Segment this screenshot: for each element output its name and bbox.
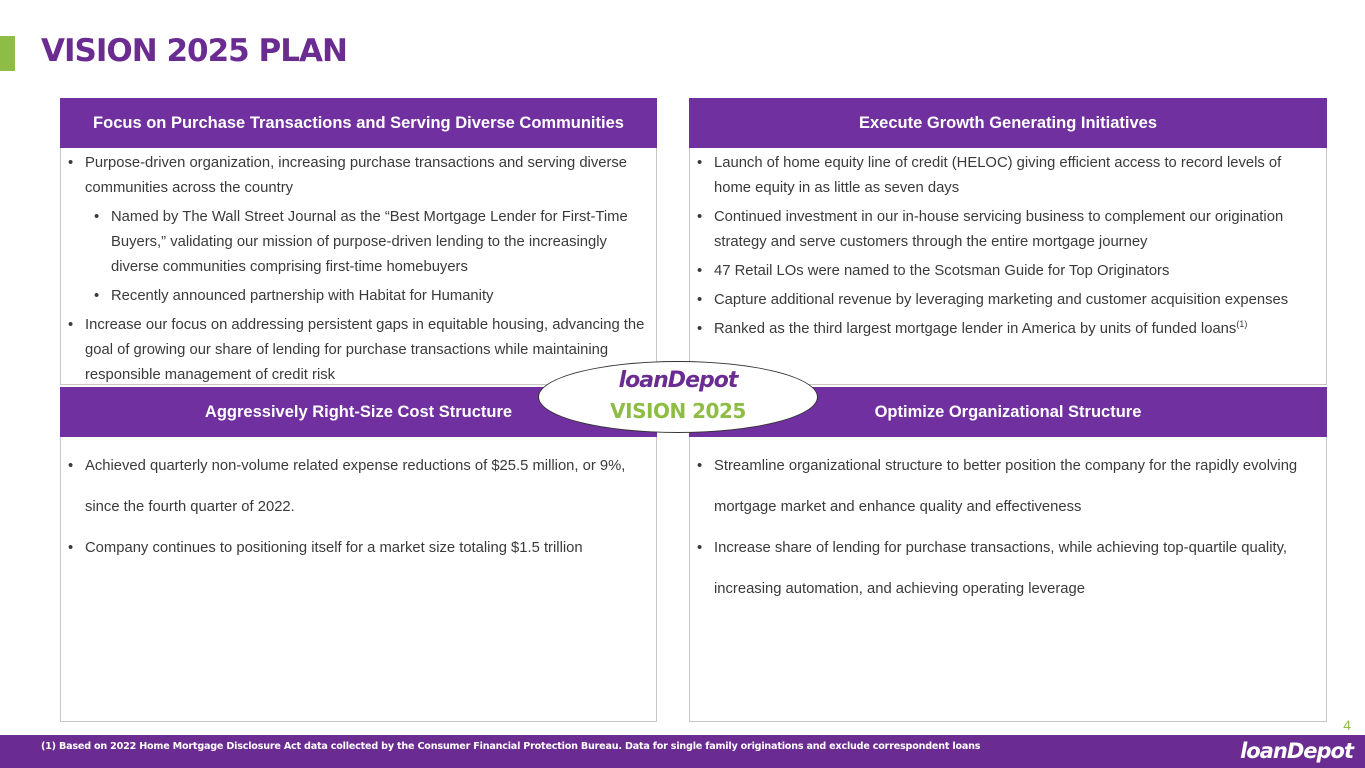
list-item-text: Ranked as the third largest mortgage lender in America by units of funded loans [714,321,1237,337]
list-item: • 47 Retail LOs were named to the Scotsman Guide for Top Originators [693,259,1320,284]
logo-text-right: epot [685,368,738,393]
list-item: • Increase our focus on addressing persistent gaps in equitable housing, advancing the goal of growing our share of lending for purchase transactions while maintaining responsible management of credit risk [64,313,650,384]
vision-2025-logo [538,361,818,433]
vision-2025-tagline: VISION 2025 [610,399,746,423]
logo-d-glyph: D [667,368,686,393]
list-item [693,317,1320,342]
panel-focus-purchase-list [64,151,650,384]
panel-focus-purchase [60,98,657,385]
panel-org-structure [689,387,1327,722]
logo-text-left: loan [618,368,668,393]
list-item: • Purpose-driven organization, increasing purchase transactions and serving diverse communities across the country [64,151,650,201]
list-item: • Capture additional revenue by leveraging marketing and customer acquisition expenses [693,288,1320,313]
panel-cost-structure-list [64,446,650,569]
panel-cost-structure [60,387,657,722]
list-item: • Continued investment in our in-house servicing business to complement our origination strategy and serve customers through the entire mortgage journey [693,205,1320,255]
list-item: • Named by The Wall Street Journal as the “Best Mortgage Lender for First-Time Buyers,” validating our mission of purpose-driven lending to the increasingly diverse communities comprising first-time homebuyers [90,205,650,280]
panel-growth-initiatives-header: Execute Growth Generating Initiatives [689,98,1327,148]
logo-text-left: loan [1240,739,1287,763]
page-number: 4 [1343,717,1351,733]
panel-focus-purchase-header: Focus on Purchase Transactions and Serving Diverse Communities [60,98,657,148]
footer-bar [0,735,1365,768]
list-item: • Achieved quarterly non-volume related expense reductions of $25.5 million, or 9%, since the fourth quarter of 2022. [64,446,650,528]
panel-growth-initiatives-list [693,151,1320,342]
list-item: • Recently announced partnership with Habitat for Humanity [90,284,650,309]
logo-text-right: epot [1303,739,1353,763]
panel-growth-initiatives [689,98,1327,385]
title-accent-bar [0,36,15,71]
logo-d-glyph: D [1286,739,1304,763]
list-item: • Increase share of lending for purchase transactions, while achieving top-quartile quality, increasing automation, and achieving operating leverage [693,528,1320,610]
page-title: VISION 2025 PLAN [41,33,347,69]
footer-loandepot-logo [1240,739,1353,763]
panel-org-structure-list [693,446,1320,610]
footnote-text: (1) Based on 2022 Home Mortgage Disclosure Act data collected by the Consumer Financial Protection Bureau. Data for single family originations and exclude correspondent loans [41,741,981,752]
list-item: • Launch of home equity line of credit (HELOC) giving efficient access to record levels of home equity in as little as seven days [693,151,1320,201]
panel-cost-structure-header: Aggressively Right-Size Cost Structure [60,387,657,437]
panel-org-structure-header: Optimize Organizational Structure [689,387,1327,437]
loandepot-logo-wordmark [539,368,817,393]
list-item: • Company continues to positioning itself for a market size totaling $1.5 trillion [64,528,650,569]
footnote-marker: (1) [1236,319,1248,329]
list-item: • Streamline organizational structure to better position the company for the rapidly evolving mortgage market and enhance quality and effectiveness [693,446,1320,528]
